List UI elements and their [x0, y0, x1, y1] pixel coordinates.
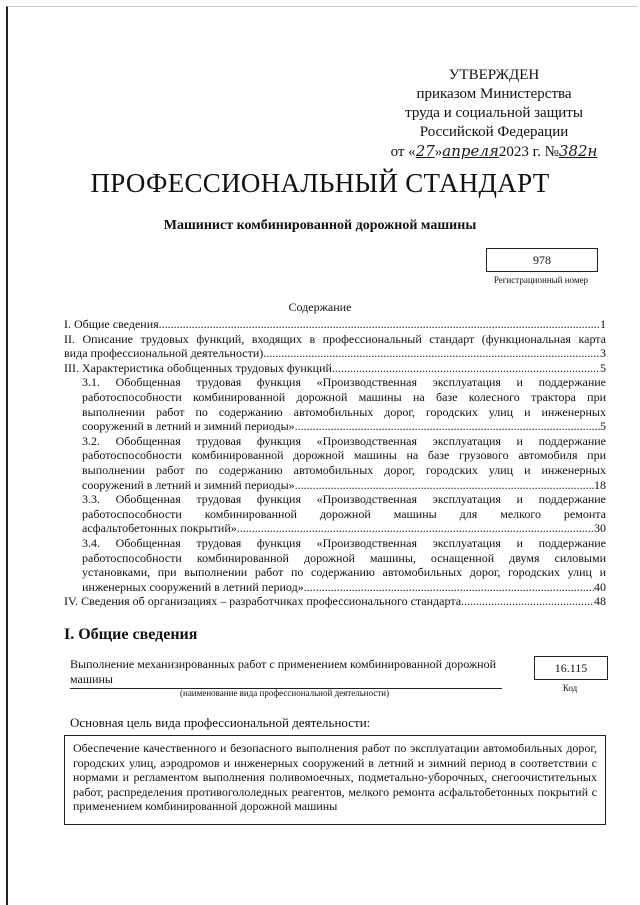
toc-page: 5 [600, 360, 606, 375]
approval-line-2: приказом Министерства [416, 86, 572, 102]
toc-item-text: III. Характеристика обобщенных трудовых функций [64, 360, 332, 375]
order-number: 382н [558, 142, 598, 160]
approval-line-4: Российской Федерации [419, 124, 569, 140]
approval-line-3: труда и социальной защиты [405, 105, 583, 121]
date-prefix: от « [390, 144, 416, 160]
toc-item-3-3[interactable] [64, 492, 606, 536]
toc-item-2[interactable] [64, 332, 606, 361]
toc-leader [159, 317, 600, 332]
toc-item-text: сооружений в летний и зимний периоды» [82, 477, 295, 492]
registration-number-box: 978 [486, 248, 598, 272]
toc-item-text: инженерных сооружений в летний период» [82, 579, 304, 594]
goal-label: Основная цель вида профессиональной деятельности: [70, 715, 371, 730]
date-year: 2023 г. № [498, 144, 559, 160]
toc-item-text: работоспособности комбинированной дорожной машины, оснащенной двумя силовыми [82, 550, 606, 565]
toc-leader [461, 594, 594, 609]
table-of-contents [64, 317, 606, 609]
toc-item-text: установками, при выполнении работ по содержанию автомобильных дорог, городских улиц и [82, 565, 606, 580]
toc-item-text: 3.4. Обобщенная трудовая функция «Производственная эксплуатация и поддержание [82, 535, 606, 550]
toc-item-text: работоспособности комбинированной дорожной машины на базе колесного трактора при [82, 389, 606, 404]
toc-leader [237, 521, 594, 536]
toc-item-3[interactable] [64, 361, 606, 376]
toc-item-text: выполнении работ по содержанию автомобильных дорог, городских улиц и инженерных [82, 462, 606, 477]
toc-page: 3 [600, 346, 606, 361]
section-heading: I. Общие сведения [64, 626, 198, 643]
date-day: 27 [415, 142, 435, 160]
activity-kind-caption: (наименование вида профессиональной деятельности) [180, 688, 390, 698]
toc-page: 18 [594, 477, 606, 492]
activity-code-caption: Код [562, 683, 578, 693]
toc-item-text: выполнении работ по содержанию автомобильных дорог, городских улиц и инженерных [82, 404, 606, 419]
approval-stamp [384, 66, 604, 162]
approval-line-1: УТВЕРЖДЕН [448, 67, 540, 83]
toc-page: 5 [600, 419, 606, 434]
toc-item-text: 3.1. Обобщенная трудовая функция «Производственная эксплуатация и поддержание [82, 375, 606, 390]
toc-page: 30 [594, 521, 606, 536]
toc-leader [295, 419, 600, 434]
toc-page: 1 [600, 317, 606, 331]
toc-leader [332, 361, 600, 376]
date-mid: » [434, 144, 443, 160]
toc-item-text: 3.3. Обобщенная трудовая функция «Производственная эксплуатация и поддержание [82, 492, 606, 507]
toc-page: 48 [594, 594, 606, 609]
toc-item-text: сооружений в летний и зимний периоды» [82, 419, 295, 434]
approval-date-line [384, 142, 604, 162]
document-subtitle: Машинист комбинированной дорожной машины [163, 218, 477, 233]
toc-item-text: I. Общие сведения [64, 317, 159, 331]
toc-item-3-4[interactable] [64, 536, 606, 594]
toc-item-text: II. Описание трудовых функций, входящих в профессиональный стандарт (функциональная карта [64, 331, 606, 346]
toc-item-4[interactable] [64, 594, 606, 609]
toc-item-3-2[interactable] [64, 434, 606, 492]
activity-kind-text: Выполнение механизированных работ с применением комбинированной дорожной машины [70, 657, 502, 689]
toc-page: 40 [594, 579, 606, 594]
toc-leader [263, 346, 600, 361]
toc-item-text: работоспособности комбинированной дорожной машины на базе грузового автомобиля при [82, 448, 606, 463]
toc-leader [304, 580, 594, 595]
document-title: ПРОФЕССИОНАЛЬНЫЙ СТАНДАРТ [90, 168, 550, 198]
toc-item-text: вида профессиональной деятельности) [64, 346, 264, 361]
registration-number-label: Регистрационный номер [493, 275, 589, 285]
toc-item-3-1[interactable] [64, 375, 606, 433]
toc-leader [295, 478, 594, 493]
toc-item-1[interactable] [64, 317, 606, 332]
toc-item-text: IV. Сведения об организациях – разработчиках профессионального стандарта [64, 594, 462, 609]
goal-text-box: Обеспечение качественного и безопасного выполнения работ по эксплуатации автомобильных дорог, городских улиц, аэродромов и инженерных сооружений в летний и зимний период в соответствии с нормами и регламентом выполнения поливомоечных, подметально-уборочных, снегоочистительных работ, распределения противогололедных реагентов, мелкого ремонта асфальтобетонных покрытий с применением комбинированной дорожной машины [64, 735, 606, 825]
toc-title: Содержание [288, 300, 352, 314]
toc-item-text: работоспособности комбинированной дорожной машины для мелкого ремонта [82, 506, 606, 521]
toc-item-text: асфальтобетонных покрытий» [82, 521, 237, 536]
activity-code-box: 16.115 [534, 656, 608, 680]
date-month: апреля [442, 142, 499, 160]
toc-item-text: 3.2. Обобщенная трудовая функция «Производственная эксплуатация и поддержание [82, 433, 606, 448]
